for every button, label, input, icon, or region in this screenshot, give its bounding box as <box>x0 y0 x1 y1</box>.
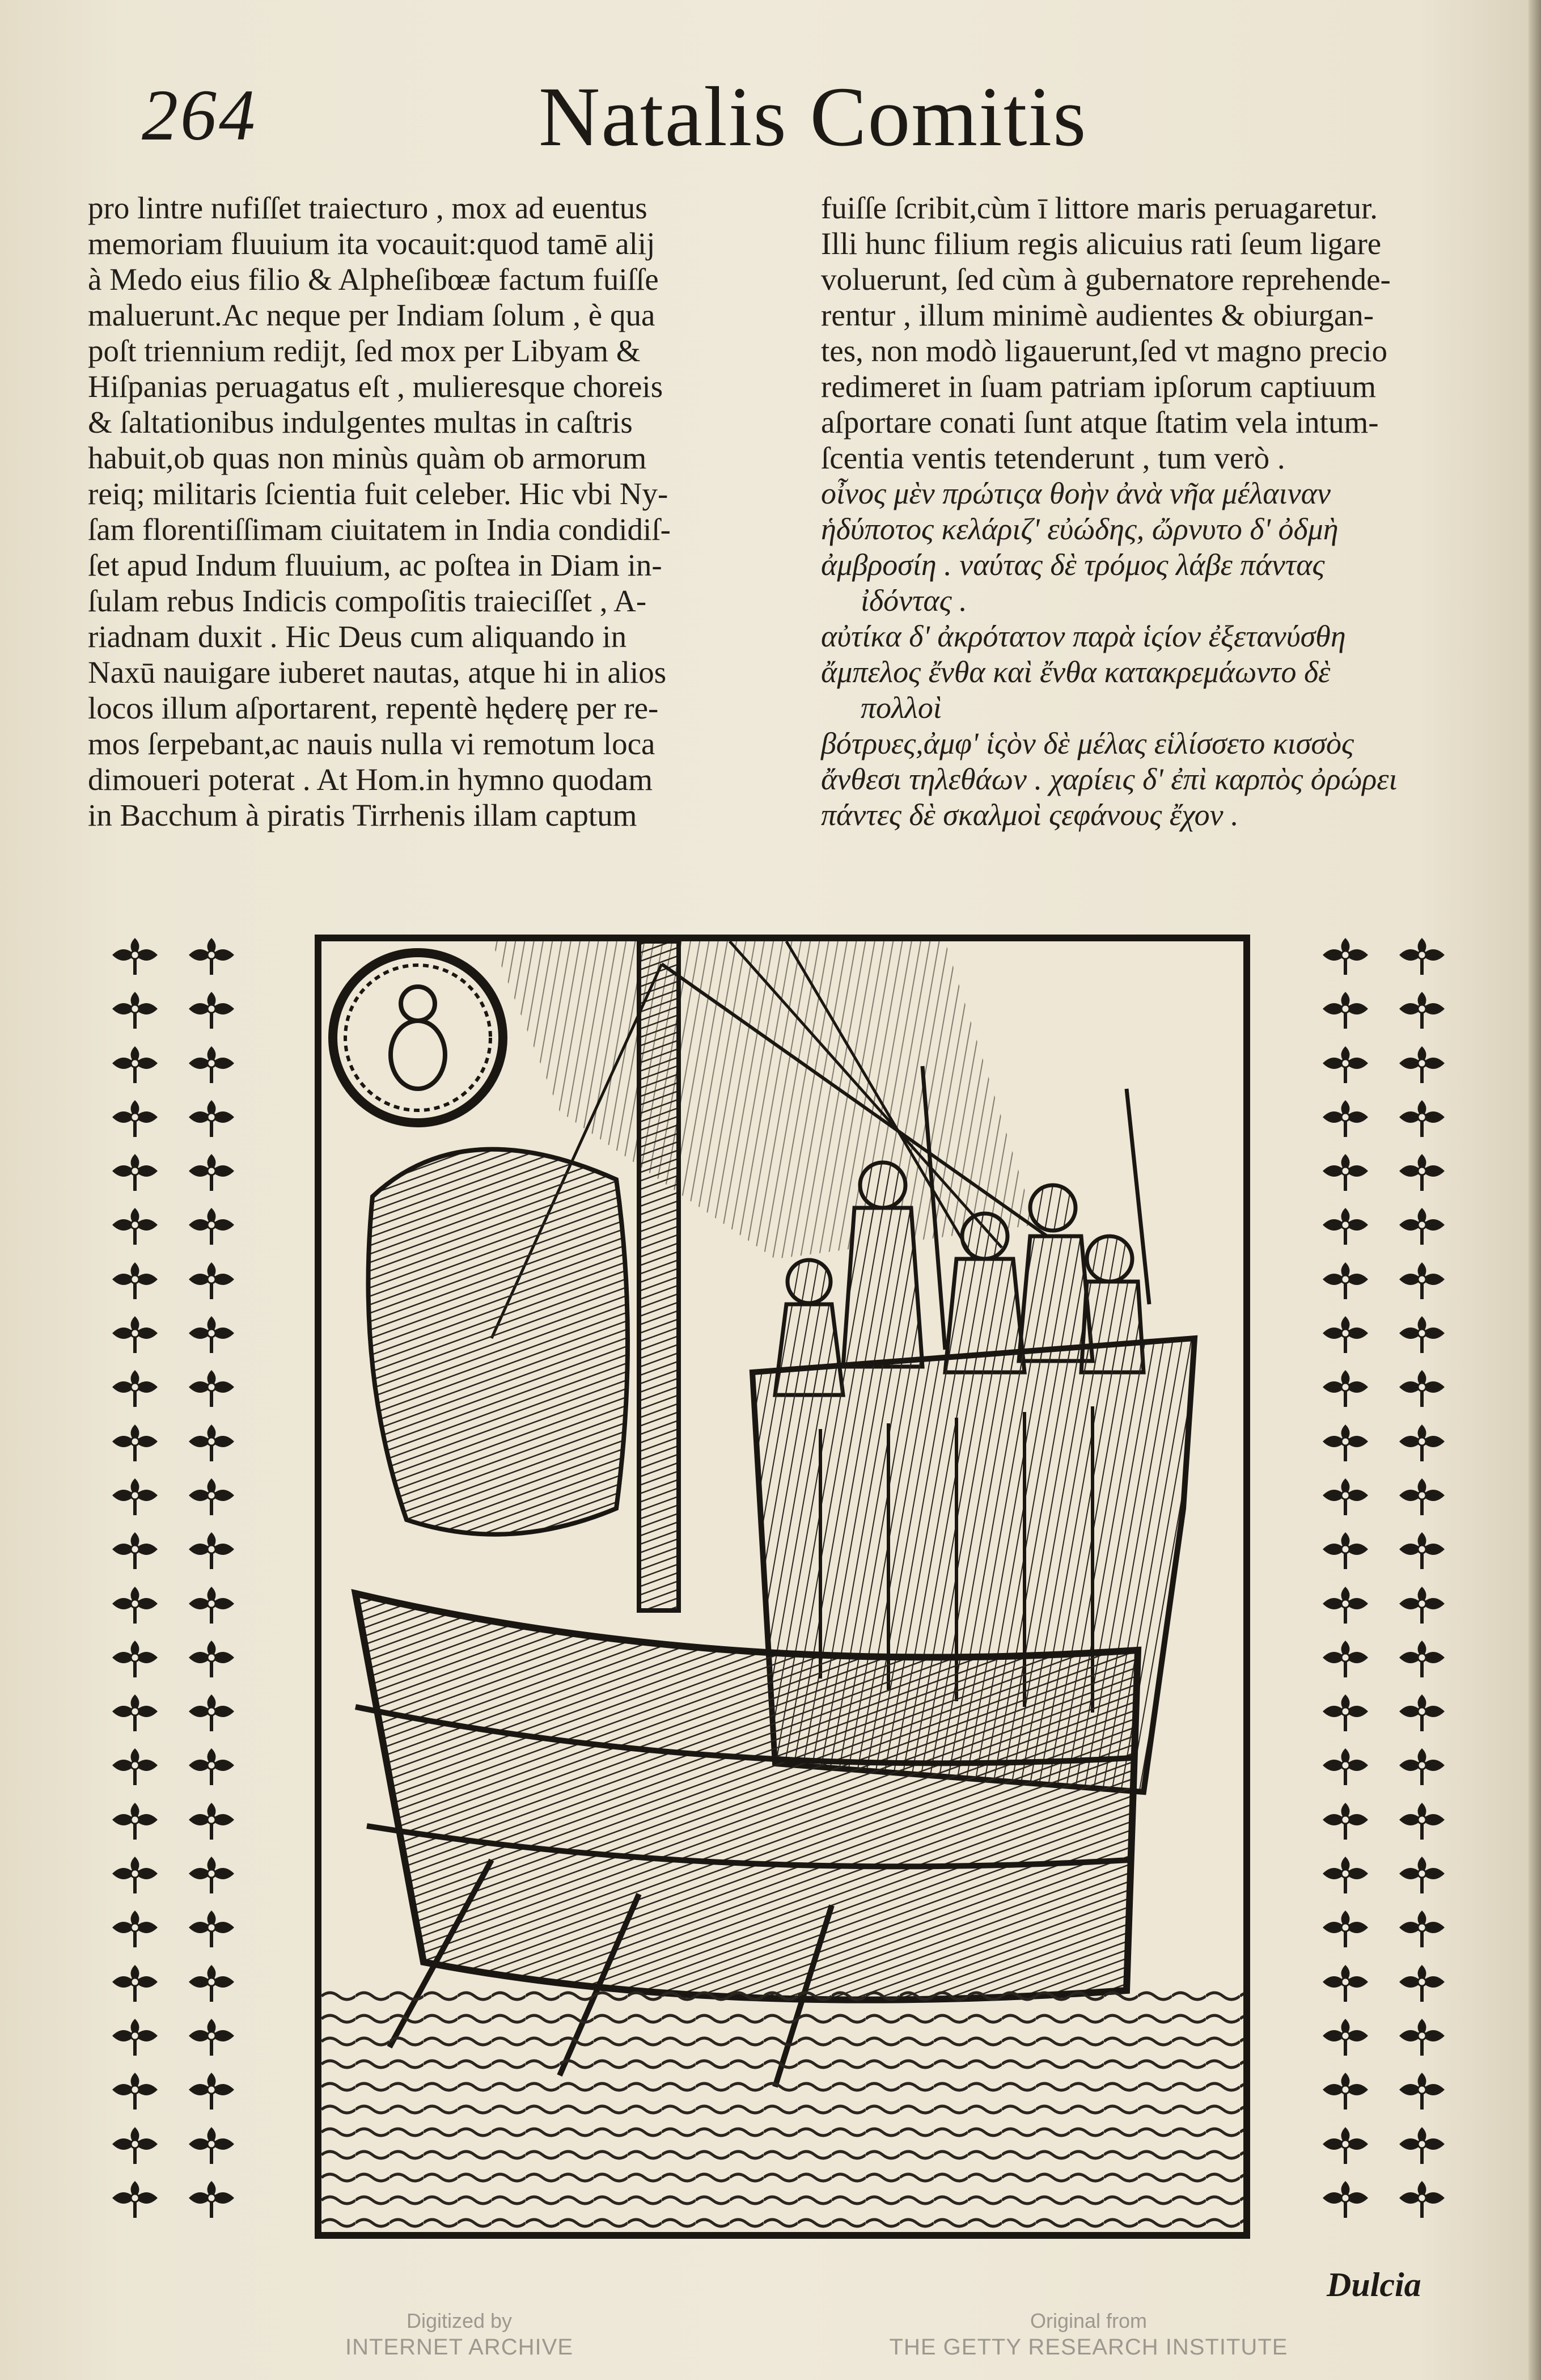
greek-line: ἄμπελος ἔνθα καὶ ἔνθα κατακρεμάωντο δὲ <box>821 655 1331 689</box>
fleuron-row <box>1307 1038 1460 1088</box>
fleuron-row <box>96 1524 249 1574</box>
fleuron-icon <box>1391 1851 1453 1896</box>
fleuron-icon <box>180 1689 243 1734</box>
text-line: memoriam fluuium ita vocauit:quod tamē alij <box>88 226 655 261</box>
fleuron-icon <box>1391 2121 1453 2167</box>
text-line: voluerunt, ſed cùm à gubernatore reprehende- <box>821 262 1391 297</box>
greek-line: βότρυες,ἀμφ' ἱςὸν δὲ μέλας εἱλίσσετο κισσὸς <box>821 726 1354 760</box>
fleuron-row <box>96 1254 249 1304</box>
fleuron-icon <box>180 986 243 1032</box>
text-line: ſcentia ventis tetenderunt , tum verò . <box>821 441 1285 475</box>
fleuron-row <box>96 1579 249 1629</box>
fleuron-icon <box>180 1257 243 1302</box>
fleuron-icon <box>1391 1581 1453 1626</box>
fleuron-icon <box>180 2067 243 2112</box>
woodcut-ship-icon <box>321 941 1243 2232</box>
fleuron-icon <box>1391 1202 1453 1248</box>
fleuron-icon <box>180 1419 243 1464</box>
fleuron-row <box>1307 984 1460 1034</box>
fleuron-row <box>96 1633 249 1683</box>
right-fleuron-border <box>1307 930 1460 2223</box>
greek-line: ἀμβροσίη . ναύτας δὲ τρόμος λάβε πάντας <box>821 548 1325 582</box>
fleuron-row <box>96 930 249 980</box>
fleuron-icon <box>104 1311 166 1356</box>
fleuron-icon <box>180 2013 243 2058</box>
fleuron-icon <box>1314 2067 1377 2112</box>
fleuron-row <box>1307 930 1460 980</box>
fleuron-icon <box>180 1094 243 1140</box>
fleuron-icon <box>180 1473 243 1518</box>
fleuron-icon <box>1314 1094 1377 1140</box>
fleuron-row <box>96 2011 249 2061</box>
fleuron-row <box>1307 1092 1460 1142</box>
fleuron-icon <box>1391 1473 1453 1518</box>
fleuron-icon <box>180 1797 243 1842</box>
fleuron-icon <box>104 1635 166 1680</box>
fleuron-icon <box>1314 2175 1377 2221</box>
fleuron-icon <box>104 1959 166 2005</box>
fleuron-row <box>1307 1633 1460 1683</box>
fleuron-row <box>1307 1254 1460 1304</box>
original-from-credit <box>867 2308 1310 2360</box>
fleuron-row <box>1307 1795 1460 1845</box>
fleuron-icon <box>1391 1311 1453 1356</box>
fleuron-row <box>1307 2119 1460 2169</box>
fleuron-icon <box>180 1743 243 1788</box>
fleuron-row <box>1307 1524 1460 1574</box>
fleuron-icon <box>1391 1743 1453 1788</box>
fleuron-icon <box>1314 1959 1377 2005</box>
credit-source: THE GETTY RESEARCH INSTITUTE <box>889 2335 1288 2360</box>
text-line: à Medo eius filio & Alpheſibœæ factum fuiſſe <box>88 262 659 297</box>
fleuron-icon <box>104 1905 166 1950</box>
fleuron-icon <box>180 1581 243 1626</box>
page-header <box>142 68 1514 164</box>
fleuron-row <box>1307 1417 1460 1466</box>
text-line: reiq; militaris ſcientia fuit celeber. Hic vbi Ny- <box>88 476 668 511</box>
catchword: Dulcia <box>1327 2266 1421 2303</box>
text-line: aſportare conati ſunt atque ſtatim vela intum- <box>821 405 1379 439</box>
text-line: rentur , illum minimè audientes & obiurgan- <box>821 298 1374 332</box>
fleuron-icon <box>104 2067 166 2112</box>
text-line: ſet apud Indum fluuium, ac poſtea in Diam in- <box>88 548 662 582</box>
fleuron-row <box>1307 1308 1460 1358</box>
fleuron-icon <box>1391 1905 1453 1950</box>
fleuron-icon <box>180 1851 243 1896</box>
fleuron-icon <box>104 1202 166 1248</box>
fleuron-row <box>1307 2173 1460 2223</box>
credit-label: Digitized by <box>406 2309 513 2332</box>
fleuron-icon <box>1314 1202 1377 1248</box>
fleuron-row <box>1307 1686 1460 1736</box>
fleuron-icon <box>180 1148 243 1194</box>
text-line: redimeret in ſuam patriam ipſorum captiuum <box>821 369 1377 404</box>
greek-line: πάντες δὲ σκαλμοὶ ςεφάνους ἔχον . <box>821 798 1239 832</box>
fleuron-row <box>1307 1740 1460 1790</box>
fleuron-row <box>96 1308 249 1358</box>
fleuron-row <box>96 2173 249 2223</box>
fleuron-icon <box>1314 1041 1377 1086</box>
page-edge <box>1529 0 1541 2380</box>
fleuron-icon <box>1391 1527 1453 1572</box>
fleuron-icon <box>1391 1094 1453 1140</box>
fleuron-icon <box>104 1851 166 1896</box>
running-head: Natalis Comitis <box>539 70 1087 164</box>
fleuron-icon <box>104 2013 166 2058</box>
fleuron-icon <box>1314 1851 1377 1896</box>
fleuron-icon <box>1314 1581 1377 1626</box>
fleuron-row <box>1307 1362 1460 1412</box>
fleuron-row <box>1307 1470 1460 1520</box>
woodcut-ship-illustration <box>315 935 1250 2239</box>
text-line: Naxū nauigare iuberet nautas, atque hi in alios <box>88 655 667 690</box>
fleuron-icon <box>1314 1257 1377 1302</box>
text-line: Hiſpanias peruagatus eſt , mulieresque choreis <box>88 369 663 404</box>
fleuron-icon <box>180 1311 243 1356</box>
text-line: riadnam duxit . Hic Deus cum aliquando in <box>88 619 627 654</box>
fleuron-icon <box>104 1148 166 1194</box>
fleuron-icon <box>1314 1148 1377 1194</box>
fleuron-icon <box>1391 1257 1453 1302</box>
right-text-column <box>821 190 1524 833</box>
fleuron-row <box>96 1200 249 1250</box>
text-line: dimoueri poterat . At Hom.in hymno quodam <box>88 762 653 797</box>
fleuron-icon <box>1391 1041 1453 1086</box>
fleuron-icon <box>104 1419 166 1464</box>
greek-line: ἰδόντας . <box>861 584 967 618</box>
fleuron-icon <box>1314 986 1377 1032</box>
text-line: fuiſſe ſcribit,cùm ī littore maris peruagaretur. <box>821 191 1378 225</box>
credit-label: Original from <box>1030 2309 1148 2332</box>
fleuron-icon <box>180 2175 243 2221</box>
page-number: 264 <box>142 75 257 155</box>
fleuron-icon <box>104 1581 166 1626</box>
fleuron-row <box>96 1092 249 1142</box>
text-line: in Bacchum à piratis Tirrhenis illam captum <box>88 798 637 832</box>
fleuron-icon <box>1314 1689 1377 1734</box>
text-line: tes, non modò ligauerunt,ſed vt magno precio <box>821 333 1387 368</box>
fleuron-icon <box>180 2121 243 2167</box>
fleuron-icon <box>1391 1959 1453 2005</box>
fleuron-row <box>1307 1579 1460 1629</box>
fleuron-row <box>96 1417 249 1466</box>
greek-line: αὐτίκα δ' ἀκρότατον παρὰ ἱςίον ἐξετανύσθη <box>821 619 1346 653</box>
fleuron-icon <box>180 1527 243 1572</box>
digitized-by-credit <box>295 2308 624 2360</box>
fleuron-icon <box>1314 932 1377 978</box>
fleuron-icon <box>1391 986 1453 1032</box>
fleuron-row <box>96 1795 249 1845</box>
greek-line: οἶνος μὲν πρώτιςα θοὴν ἀνὰ νῆα μέλαιναν <box>821 476 1331 510</box>
fleuron-icon <box>104 1257 166 1302</box>
fleuron-row <box>96 2119 249 2169</box>
greek-verse <box>821 476 1524 833</box>
text-line: locos illum aſportarent, repentè hęderę per re- <box>88 691 659 725</box>
left-text-column <box>88 190 777 833</box>
fleuron-icon <box>104 986 166 1032</box>
fleuron-icon <box>104 1094 166 1140</box>
fleuron-row <box>96 984 249 1034</box>
fleuron-row <box>96 1686 249 1736</box>
fleuron-icon <box>180 1905 243 1950</box>
text-line: ſam florentiſſimam ciuitatem in India condidiſ- <box>88 512 671 547</box>
text-line: pro lintre nufiſſet traiecturo , mox ad euentus <box>88 191 647 225</box>
fleuron-icon <box>1314 1419 1377 1464</box>
text-line: & ſaltationibus indulgentes multas in caſtris <box>88 405 633 439</box>
fleuron-icon <box>1314 2121 1377 2167</box>
fleuron-row <box>96 1038 249 1088</box>
fleuron-icon <box>1314 1364 1377 1410</box>
fleuron-icon <box>1391 1635 1453 1680</box>
credit-source: INTERNET ARCHIVE <box>345 2335 573 2360</box>
fleuron-row <box>96 1362 249 1412</box>
fleuron-icon <box>1391 1797 1453 1842</box>
fleuron-icon <box>104 2121 166 2167</box>
fleuron-icon <box>1314 1743 1377 1788</box>
fleuron-row <box>1307 2065 1460 2115</box>
fleuron-row <box>96 1957 249 2007</box>
fleuron-icon <box>180 1364 243 1410</box>
fleuron-icon <box>104 1473 166 1518</box>
fleuron-row <box>1307 1849 1460 1899</box>
fleuron-icon <box>180 1959 243 2005</box>
fleuron-icon <box>180 1041 243 1086</box>
fleuron-icon <box>1391 1419 1453 1464</box>
fleuron-icon <box>1314 1527 1377 1572</box>
greek-line: ἄνθεσι τηλεθάων . χαρίεις δ' ἐπὶ καρπὸς ὀρώρει <box>821 762 1398 796</box>
fleuron-row <box>96 1849 249 1899</box>
fleuron-row <box>96 1740 249 1790</box>
fleuron-icon <box>1314 1797 1377 1842</box>
fleuron-row <box>96 1903 249 1952</box>
fleuron-icon <box>1391 932 1453 978</box>
fleuron-icon <box>1391 1364 1453 1410</box>
fleuron-icon <box>1314 1635 1377 1680</box>
left-fleuron-border <box>96 930 249 2223</box>
fleuron-icon <box>104 932 166 978</box>
fleuron-icon <box>104 1797 166 1842</box>
fleuron-icon <box>180 1202 243 1248</box>
fleuron-icon <box>104 1743 166 1788</box>
fleuron-icon <box>180 1635 243 1680</box>
fleuron-row <box>1307 1903 1460 1952</box>
text-line: mos ſerpebant,ac nauis nulla vi remotum loca <box>88 726 655 761</box>
fleuron-row <box>1307 1957 1460 2007</box>
fleuron-row <box>96 2065 249 2115</box>
fleuron-icon <box>180 932 243 978</box>
fleuron-icon <box>1391 1148 1453 1194</box>
fleuron-icon <box>1314 1311 1377 1356</box>
fleuron-icon <box>1314 1905 1377 1950</box>
greek-line: ἡδύποτος κελάριζ' εὐώδης, ὤρνυτο δ' ὀδμὴ <box>821 512 1339 546</box>
text-line: ſulam rebus Indicis compoſitis traieciſſet , A- <box>88 584 647 618</box>
text-line: maluerunt.Ac neque per Indiam ſolum , è qua <box>88 298 655 332</box>
fleuron-icon <box>1314 2013 1377 2058</box>
fleuron-icon <box>1391 1689 1453 1734</box>
fleuron-icon <box>104 1689 166 1734</box>
fleuron-row <box>1307 1146 1460 1196</box>
fleuron-row <box>1307 2011 1460 2061</box>
fleuron-icon <box>1391 2013 1453 2058</box>
text-line: habuit,ob quas non minùs quàm ob armorum <box>88 441 647 475</box>
fleuron-icon <box>1391 2175 1453 2221</box>
fleuron-icon <box>104 1364 166 1410</box>
text-line: poſt triennium redijt, ſed mox per Libyam & <box>88 333 641 368</box>
fleuron-icon <box>1391 2067 1453 2112</box>
greek-line: πολλοὶ <box>861 691 942 725</box>
fleuron-icon <box>104 1041 166 1086</box>
fleuron-row <box>1307 1200 1460 1250</box>
fleuron-row <box>96 1470 249 1520</box>
text-line: Illi hunc filium regis alicuius rati ſeum ligare <box>821 226 1382 261</box>
fleuron-row <box>96 1146 249 1196</box>
fleuron-icon <box>1314 1473 1377 1518</box>
fleuron-icon <box>104 1527 166 1572</box>
fleuron-icon <box>104 2175 166 2221</box>
